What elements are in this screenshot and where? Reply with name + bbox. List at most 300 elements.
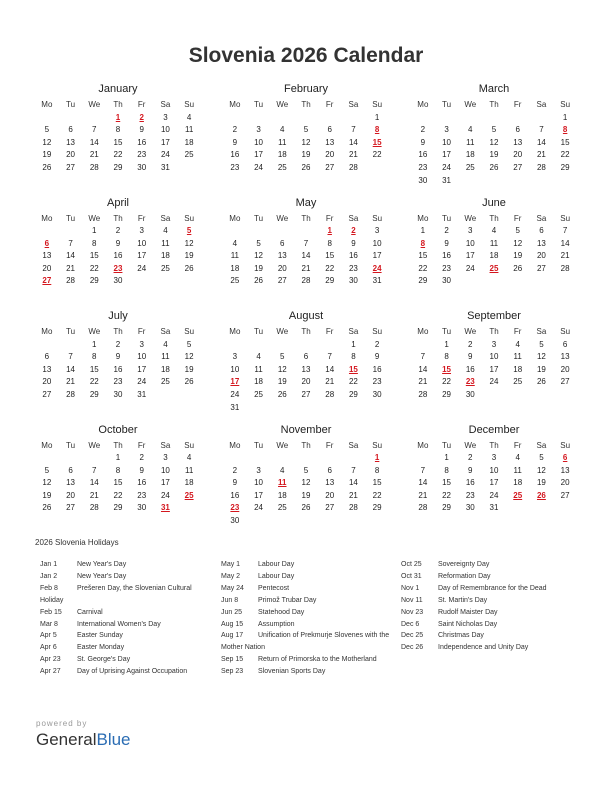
day-cell: 27 [325, 503, 335, 513]
day-cell: 27 [536, 263, 546, 273]
day-cell: 8 [92, 352, 97, 362]
day-cell: 9 [139, 125, 144, 135]
weekday-header: Mo [417, 327, 429, 336]
day-cell: 17 [254, 490, 264, 500]
weekday-header: Su [184, 100, 195, 109]
day-cell: 24 [160, 150, 170, 160]
weekday-header: Fr [137, 213, 146, 223]
weekday-header: Tu [254, 440, 264, 450]
month-january [35, 83, 201, 197]
day-cell: 8 [444, 352, 449, 362]
day-cell: 13 [42, 251, 52, 261]
day-cell: 28 [536, 162, 546, 172]
weekday-header: Fr [325, 100, 334, 109]
day-cell: 26 [513, 263, 523, 273]
day-cell: 14 [560, 238, 570, 248]
weekday-header: Su [560, 327, 571, 336]
holiday-date: Sep 15 [221, 656, 244, 664]
day-cell: 14 [301, 251, 311, 261]
day-cell: 25 [184, 150, 194, 160]
day-cell: 3 [491, 453, 497, 463]
day-cell: 14 [418, 478, 428, 488]
day-cell: 14 [89, 137, 99, 147]
day-cell: 26 [254, 276, 264, 286]
day-cell: 27 [66, 162, 76, 172]
empty-cell [247, 452, 271, 465]
empty-cell [318, 112, 342, 125]
day-cell: 10 [372, 238, 382, 248]
day-cell: 23 [418, 162, 428, 172]
page-title: Slovenia 2026 Calendar [188, 44, 424, 67]
day-cell: 20 [66, 150, 76, 160]
empty-cell [35, 452, 59, 465]
day-cell: 24 [137, 263, 147, 273]
day-cell: 22 [325, 263, 335, 273]
day-cell: 27 [277, 276, 287, 286]
day-cell: 18 [277, 150, 287, 160]
day-cell: 5 [491, 125, 497, 135]
month-name: November [280, 423, 332, 436]
holiday-row [40, 654, 210, 666]
holiday-row [221, 559, 393, 571]
holiday-day-cell: 25 [513, 490, 523, 500]
month-august [223, 310, 389, 424]
day-cell: 26 [184, 377, 194, 387]
holiday-date: Dec 6 [401, 620, 420, 628]
holiday-date: Dec 25 [401, 632, 424, 640]
holiday-date: Jun 25 [221, 608, 243, 616]
day-cell: 12 [42, 478, 52, 488]
holiday-date: May 24 [221, 584, 244, 592]
weekday-header: Th [489, 100, 499, 109]
day-cell: 13 [536, 238, 546, 248]
holiday-row [401, 559, 577, 571]
day-cell: 28 [348, 162, 358, 172]
holiday-name: Assumption [258, 620, 295, 628]
weekday-header: Mo [417, 213, 429, 223]
holiday-row [221, 666, 393, 678]
empty-cell [482, 112, 506, 125]
holiday-day-cell: 17 [230, 377, 240, 387]
month-name: September [467, 310, 521, 322]
day-cell: 25 [277, 503, 287, 513]
holiday-name: Sovereignty Day [438, 561, 490, 568]
weekday-header: We [464, 440, 477, 450]
day-cell: 3 [139, 339, 144, 349]
day-cell: 6 [68, 465, 73, 475]
day-cell: 1 [374, 112, 380, 122]
day-cell: 21 [301, 263, 311, 273]
holidays-title: 2026 Slovenia Holidays [35, 538, 119, 547]
empty-cell [530, 112, 554, 125]
day-cell: 30 [418, 175, 428, 185]
day-cell: 4 [163, 226, 168, 236]
day-cell: 21 [348, 490, 358, 500]
day-cell: 22 [442, 490, 452, 500]
empty-cell [35, 225, 59, 238]
day-cell: 9 [374, 352, 380, 362]
day-cell: 3 [468, 226, 473, 236]
holiday-date: Sep 23 [221, 668, 244, 676]
day-cell: 9 [139, 465, 144, 475]
holiday-name: St. George's Day [77, 656, 131, 664]
weekday-header: Tu [442, 100, 452, 109]
day-cell: 31 [230, 402, 240, 412]
holiday-row [401, 607, 577, 619]
holiday-day-cell: 8 [562, 125, 568, 135]
day-cell: 3 [139, 226, 144, 236]
holiday-name: Prešeren Day, the Slovenian Cultural Holiday [40, 584, 192, 604]
day-cell: 5 [539, 453, 544, 463]
day-cell: 30 [348, 276, 358, 286]
day-cell: 6 [327, 465, 332, 475]
holiday-day-cell: 6 [562, 453, 568, 463]
day-cell: 8 [327, 238, 332, 248]
holiday-date: May 1 [221, 561, 241, 568]
day-cell: 18 [513, 364, 523, 374]
holiday-day-cell: 25 [489, 263, 499, 273]
day-cell: 1 [351, 339, 356, 349]
holiday-name: New Year's Day [77, 561, 127, 568]
weekday-header: Mo [417, 440, 429, 450]
day-cell: 27 [513, 162, 523, 172]
month-march [411, 83, 577, 197]
day-cell: 20 [301, 377, 311, 387]
weekday-header: Sa [160, 213, 171, 223]
holiday-name: Statehood Day [258, 608, 305, 616]
day-cell: 30 [372, 389, 382, 399]
holiday-row [401, 583, 577, 595]
day-cell: 26 [42, 503, 52, 513]
day-cell: 21 [89, 490, 99, 500]
weekday-header: Th [113, 213, 123, 223]
day-cell: 13 [42, 364, 52, 374]
day-cell: 31 [137, 389, 147, 399]
day-cell: 25 [513, 377, 523, 387]
day-cell: 2 [468, 453, 473, 463]
holiday-date: Apr 5 [40, 632, 57, 640]
day-cell: 18 [513, 478, 523, 488]
holiday-date: Dec 26 [401, 644, 424, 652]
month-february [223, 83, 389, 197]
weekday-header: Mo [229, 100, 241, 109]
weekday-header: Tu [254, 100, 264, 109]
day-cell: 1 [444, 339, 449, 349]
day-cell: 21 [66, 263, 76, 273]
day-cell: 14 [348, 137, 358, 147]
day-cell: 17 [137, 251, 147, 261]
day-cell: 13 [66, 137, 76, 147]
day-cell: 21 [66, 377, 76, 387]
weekday-header: Fr [513, 327, 522, 336]
holiday-day-cell: 11 [278, 478, 287, 488]
day-cell: 19 [184, 364, 194, 374]
holiday-name: Reformation Day [438, 572, 491, 580]
day-cell: 14 [66, 251, 76, 261]
day-cell: 18 [184, 137, 194, 147]
day-cell: 21 [560, 251, 570, 261]
day-cell: 28 [89, 162, 99, 172]
holiday-date: Feb 15 [40, 608, 62, 616]
day-cell: 4 [515, 453, 520, 463]
day-cell: 30 [137, 162, 147, 172]
day-cell: 16 [230, 490, 240, 500]
day-cell: 1 [92, 226, 97, 236]
day-cell: 14 [348, 478, 358, 488]
holiday-row [401, 619, 577, 631]
month-day-grid [35, 213, 201, 289]
day-cell: 17 [160, 478, 170, 488]
day-cell: 11 [230, 251, 239, 261]
day-cell: 5 [515, 226, 520, 236]
day-cell: 20 [42, 377, 52, 387]
empty-cell [294, 225, 318, 238]
day-cell: 18 [160, 251, 170, 261]
day-cell: 11 [184, 465, 194, 475]
day-cell: 15 [113, 478, 123, 488]
holiday-day-cell: 1 [115, 112, 121, 122]
day-cell: 7 [562, 226, 568, 236]
day-cell: 20 [536, 251, 546, 261]
day-cell: 24 [442, 162, 452, 172]
day-cell: 7 [303, 238, 309, 248]
weekday-header: Tu [66, 213, 76, 223]
holiday-name: International Women's Day [77, 620, 161, 628]
day-cell: 14 [66, 364, 76, 374]
brand-general: General [36, 730, 97, 749]
day-cell: 9 [468, 465, 473, 475]
day-cell: 9 [351, 238, 356, 248]
month-day-grid [223, 213, 389, 289]
day-cell: 31 [442, 175, 452, 185]
day-cell: 24 [137, 377, 147, 387]
holiday-day-cell: 26 [536, 490, 546, 500]
month-day-grid [223, 326, 389, 414]
holiday-day-cell: 23 [230, 503, 240, 513]
holiday-row [221, 630, 393, 654]
day-cell: 15 [89, 251, 99, 261]
day-cell: 7 [327, 352, 332, 362]
day-cell: 1 [420, 226, 426, 236]
weekday-header: Mo [229, 213, 241, 223]
weekday-header: Fr [137, 327, 146, 336]
day-cell: 6 [280, 238, 285, 248]
day-cell: 3 [491, 339, 497, 349]
day-cell: 9 [420, 137, 426, 147]
day-cell: 7 [68, 352, 73, 362]
holiday-name: Slovenian Sports Day [258, 668, 326, 676]
weekday-header: Su [184, 440, 195, 450]
weekday-header: Su [560, 213, 571, 223]
day-cell: 13 [325, 137, 335, 147]
day-cell: 26 [489, 162, 499, 172]
day-cell: 17 [254, 150, 264, 160]
empty-cell [294, 112, 318, 125]
day-cell: 7 [92, 465, 97, 475]
day-cell: 2 [139, 453, 144, 463]
day-cell: 19 [489, 150, 499, 160]
holiday-day-cell: 31 [160, 503, 170, 513]
holiday-day-cell: 25 [184, 490, 194, 500]
day-cell: 22 [113, 490, 123, 500]
holiday-row [40, 642, 210, 654]
day-cell: 16 [465, 364, 475, 374]
day-cell: 12 [536, 352, 546, 362]
empty-cell [223, 112, 247, 125]
weekday-header: Su [372, 213, 383, 223]
day-cell: 20 [560, 364, 570, 374]
holiday-row [221, 654, 393, 666]
empty-cell [247, 339, 271, 352]
weekday-header: Sa [348, 440, 359, 450]
day-cell: 12 [42, 137, 52, 147]
day-cell: 28 [66, 389, 76, 399]
weekday-header: We [276, 440, 289, 450]
day-cell: 30 [230, 516, 240, 526]
day-cell: 1 [115, 453, 121, 463]
day-cell: 13 [301, 364, 311, 374]
holiday-day-cell: 2 [139, 112, 144, 122]
day-cell: 13 [560, 465, 570, 475]
day-cell: 15 [89, 364, 99, 374]
holiday-date: Jan 2 [40, 572, 58, 580]
empty-cell [411, 112, 435, 125]
day-cell: 27 [325, 162, 335, 172]
weekday-header: Th [113, 100, 123, 109]
day-cell: 27 [560, 377, 570, 387]
empty-cell [318, 339, 342, 352]
empty-cell [59, 112, 83, 125]
day-cell: 16 [348, 251, 358, 261]
day-cell: 11 [513, 352, 522, 362]
day-cell: 19 [301, 490, 311, 500]
weekday-header: Tu [442, 213, 452, 223]
weekday-header: Th [301, 213, 311, 223]
weekday-header: Sa [536, 440, 547, 450]
holiday-date: Oct 31 [401, 572, 422, 580]
weekday-header: Tu [66, 440, 76, 450]
holiday-name: Primož Trubar Day [258, 596, 317, 604]
day-cell: 12 [184, 352, 194, 362]
weekday-header: Fr [513, 440, 522, 450]
holiday-date: Aug 15 [221, 620, 244, 628]
weekday-header: We [464, 213, 477, 223]
day-cell: 20 [66, 490, 76, 500]
day-cell: 17 [160, 137, 170, 147]
day-cell: 5 [303, 465, 309, 475]
day-cell: 12 [513, 238, 523, 248]
month-name: March [478, 83, 510, 95]
holiday-row [401, 642, 577, 654]
footer [36, 719, 131, 750]
month-day-grid [411, 440, 577, 516]
day-cell: 16 [137, 478, 147, 488]
holiday-row [401, 630, 577, 642]
day-cell: 12 [184, 238, 194, 248]
day-cell: 14 [325, 364, 335, 374]
day-cell: 8 [115, 125, 121, 135]
holiday-day-cell: 6 [44, 238, 50, 248]
day-cell: 28 [325, 389, 335, 399]
weekday-header: Mo [41, 440, 53, 450]
weekday-header: Sa [536, 213, 547, 223]
day-cell: 7 [68, 238, 73, 248]
holiday-day-cell: 8 [420, 238, 426, 248]
holiday-name: Easter Monday [77, 644, 125, 652]
holiday-row [221, 607, 393, 619]
day-cell: 10 [230, 364, 240, 374]
holiday-date: Apr 23 [40, 656, 61, 664]
empty-cell [342, 452, 366, 465]
holiday-date: Nov 11 [401, 596, 423, 604]
day-cell: 19 [184, 251, 194, 261]
day-cell: 15 [560, 137, 570, 147]
day-cell: 24 [254, 162, 264, 172]
day-cell: 29 [113, 503, 123, 513]
empty-cell [270, 339, 294, 352]
day-cell: 9 [115, 238, 121, 248]
day-cell: 23 [348, 263, 358, 273]
day-cell: 20 [325, 150, 335, 160]
day-cell: 9 [232, 478, 238, 488]
day-cell: 29 [372, 503, 382, 513]
day-cell: 2 [115, 226, 121, 236]
holiday-date: Apr 27 [40, 668, 61, 676]
day-cell: 9 [232, 137, 238, 147]
day-cell: 20 [325, 490, 335, 500]
day-cell: 24 [489, 490, 499, 500]
day-cell: 8 [115, 465, 121, 475]
day-cell: 29 [560, 162, 570, 172]
day-cell: 12 [254, 251, 264, 261]
empty-cell [458, 112, 482, 125]
holiday-day-cell: 8 [374, 125, 380, 135]
day-cell: 29 [442, 389, 452, 399]
day-cell: 16 [113, 251, 123, 261]
day-cell: 31 [489, 503, 499, 513]
day-cell: 26 [301, 503, 311, 513]
month-september [411, 310, 577, 424]
day-cell: 27 [560, 490, 570, 500]
day-cell: 18 [184, 478, 194, 488]
day-cell: 4 [280, 465, 285, 475]
holiday-date: Nov 23 [401, 608, 424, 616]
day-cell: 5 [280, 352, 285, 362]
day-cell: 15 [113, 137, 123, 147]
day-cell: 6 [562, 339, 568, 349]
day-cell: 27 [66, 503, 76, 513]
day-cell: 9 [468, 352, 473, 362]
day-cell: 18 [465, 150, 475, 160]
day-cell: 5 [186, 339, 192, 349]
holiday-row [401, 595, 577, 607]
day-cell: 28 [560, 263, 570, 273]
empty-cell [318, 452, 342, 465]
empty-cell [435, 112, 459, 125]
holiday-name: Unification of Prekmurje Slovenes with the Mother Nation [221, 632, 390, 652]
day-cell: 11 [254, 364, 263, 374]
weekday-header: Mo [41, 213, 53, 223]
weekday-header: We [88, 440, 101, 450]
day-cell: 21 [325, 377, 335, 387]
day-cell: 10 [489, 465, 499, 475]
day-cell: 9 [444, 238, 449, 248]
day-cell: 10 [160, 125, 170, 135]
day-cell: 23 [137, 150, 147, 160]
day-cell: 8 [444, 465, 449, 475]
day-cell: 26 [301, 162, 311, 172]
holiday-name: Labour Day [258, 561, 295, 568]
